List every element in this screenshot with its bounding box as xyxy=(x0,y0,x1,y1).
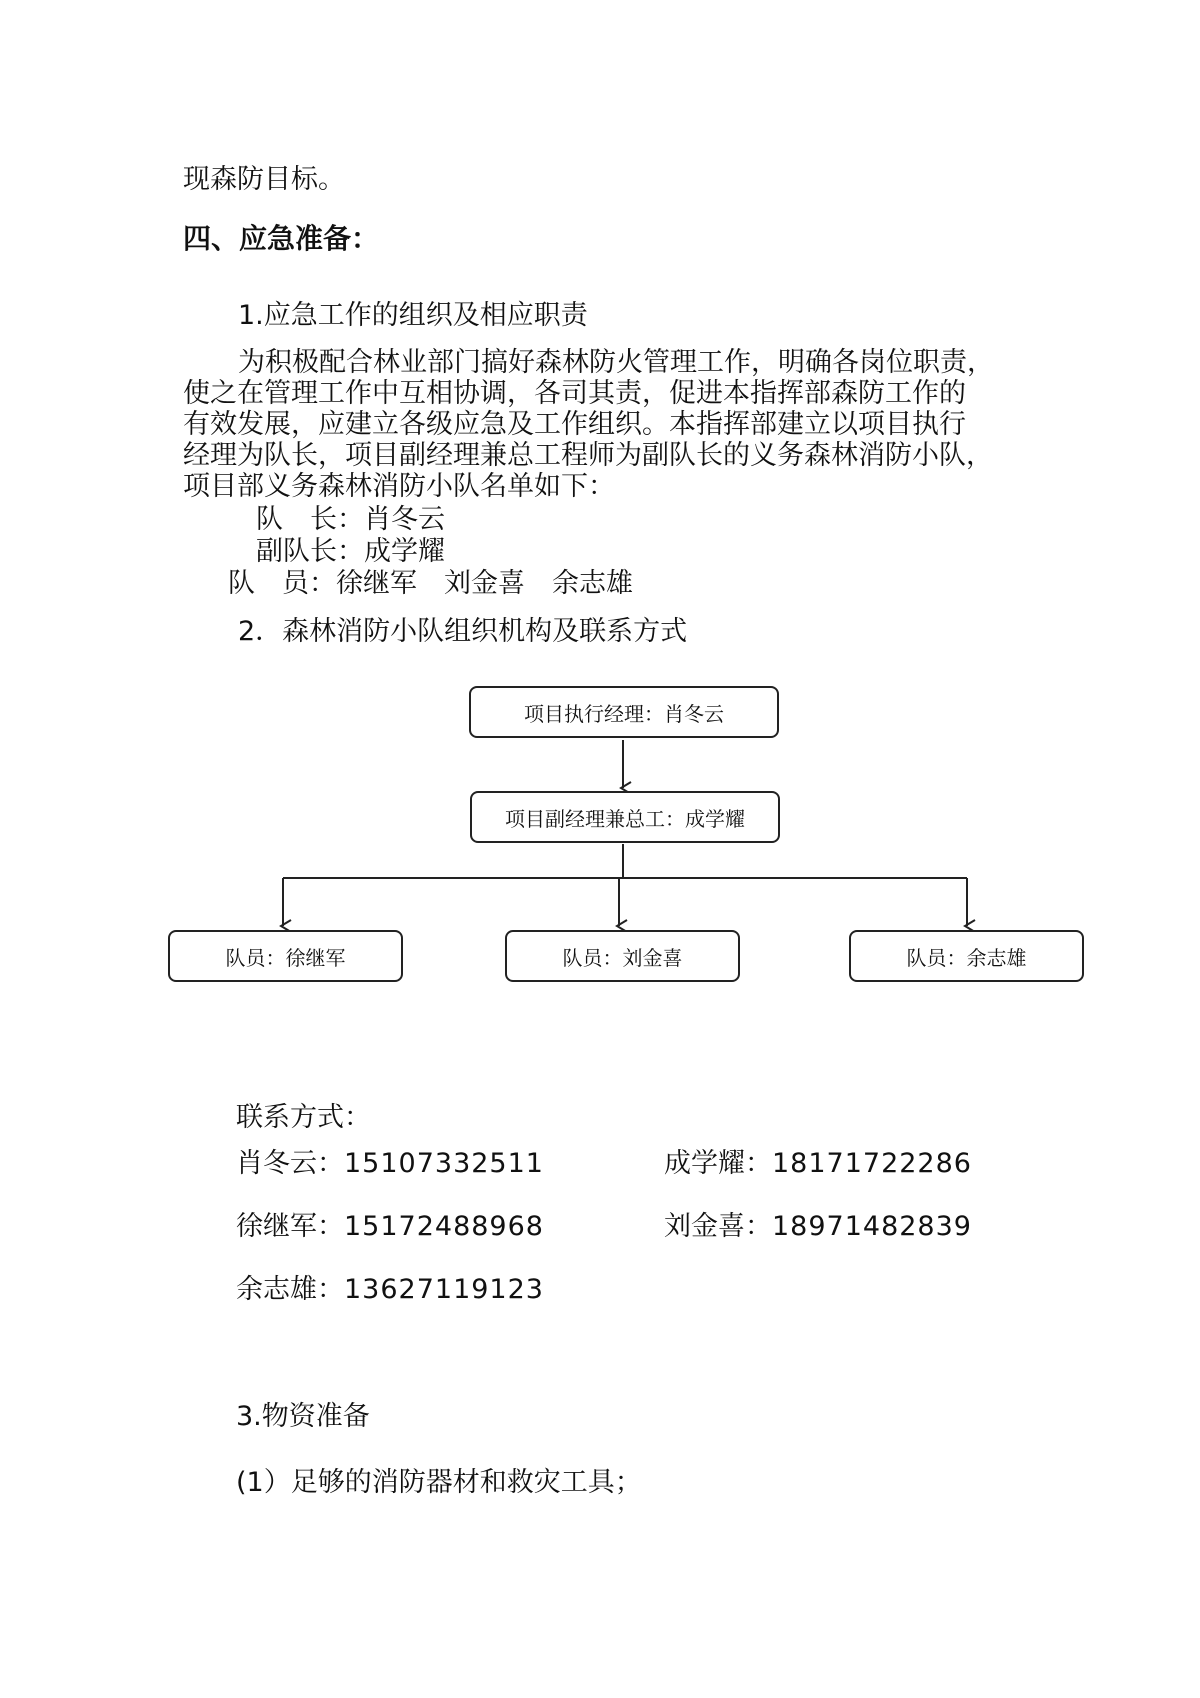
paragraph-line: 有效发展，应建立各级应急及工作组织。本指挥部建立以项目执行 xyxy=(183,409,966,440)
contact-phone: 18971482839 xyxy=(772,1211,972,1242)
roster-members: 队 员：徐继军 刘金喜 余志雄 xyxy=(228,568,633,599)
contact-name: 徐继军： xyxy=(236,1211,344,1242)
subsection-3-title: 3.物资准备 xyxy=(236,1401,370,1432)
supply-item-1: (1）足够的消防器材和救灾工具； xyxy=(236,1467,642,1498)
contact-entry xyxy=(664,1148,972,1180)
section-heading: 四、应急准备： xyxy=(183,222,380,255)
subsection-2-title: 2．森林消防小队组织机构及联系方式 xyxy=(238,616,688,647)
contact-phone: 18171722286 xyxy=(772,1148,972,1179)
contact-entry xyxy=(236,1148,544,1180)
org-node-middle: 项目副经理兼总工：成学耀 xyxy=(470,791,780,843)
paragraph-line: 项目部义务森林消防小队名单如下： xyxy=(183,471,615,502)
contact-name: 肖冬云： xyxy=(236,1148,344,1179)
paragraph-line: 经理为队长，项目副经理兼总工程师为副队长的义务森林消防小队， xyxy=(183,440,993,471)
contact-phone: 15107332511 xyxy=(344,1148,544,1179)
org-node-member-2: 队员：刘金喜 xyxy=(505,930,740,982)
contact-entry xyxy=(236,1211,544,1243)
contact-name: 刘金喜： xyxy=(664,1211,772,1242)
contact-entry xyxy=(664,1211,972,1243)
contact-phone: 15172488968 xyxy=(344,1211,544,1242)
roster-deputy: 副队长：成学耀 xyxy=(256,536,445,567)
paragraph-line: 为积极配合林业部门搞好森林防火管理工作，明确各岗位职责， xyxy=(238,347,994,378)
contact-name: 余志雄： xyxy=(236,1274,344,1305)
org-node-top: 项目执行经理：肖冬云 xyxy=(469,686,779,738)
org-node-member-1: 队员：徐继军 xyxy=(168,930,403,982)
org-node-member-3: 队员：余志雄 xyxy=(849,930,1084,982)
contact-entry xyxy=(236,1274,544,1306)
contact-name: 成学耀： xyxy=(664,1148,772,1179)
intro-tail-text: 现森防目标。 xyxy=(183,164,345,195)
contact-phone: 13627119123 xyxy=(344,1274,544,1305)
contacts-title: 联系方式： xyxy=(236,1102,371,1133)
paragraph-line: 使之在管理工作中互相协调，各司其责，促进本指挥部森防工作的 xyxy=(183,378,966,409)
roster-leader: 队 长：肖冬云 xyxy=(256,504,445,535)
subsection-1-title: 1.应急工作的组织及相应职责 xyxy=(238,300,588,331)
